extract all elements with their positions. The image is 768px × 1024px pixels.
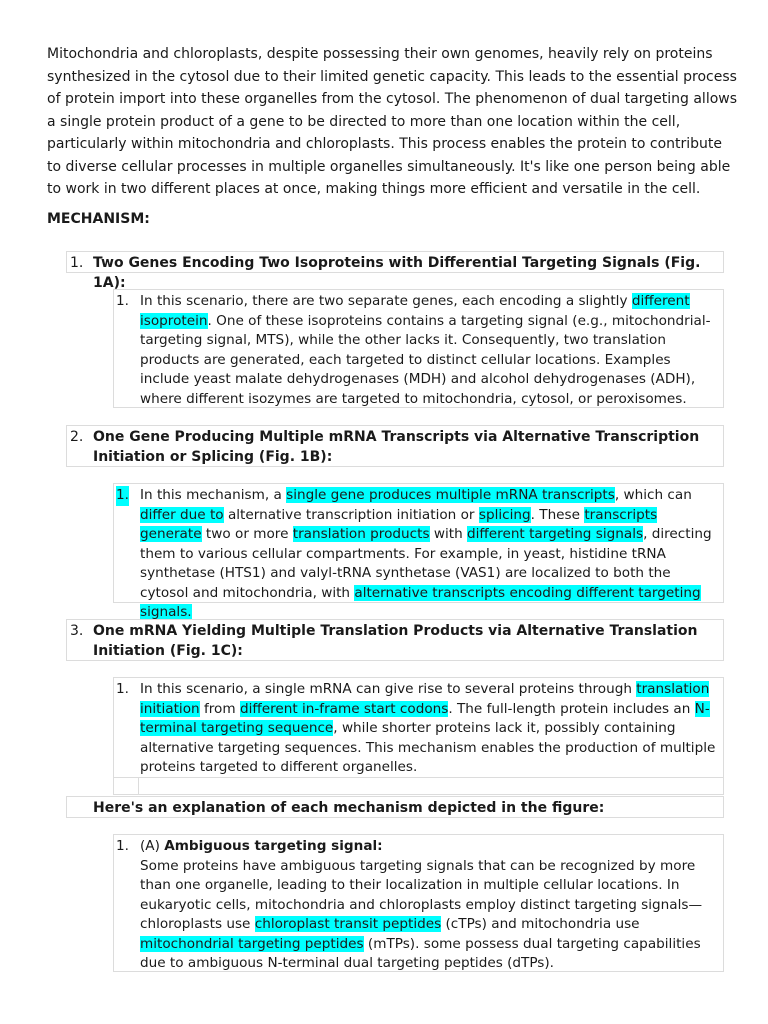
highlight: translation initiation xyxy=(140,681,710,717)
highlight: mitochondrial targeting peptides xyxy=(140,935,364,952)
text-run: (mTPs). some possess dual targeting capabilities due to ambiguous N-terminal dual targeting peptides (dTPs). xyxy=(140,935,701,971)
mechanism-2-detail xyxy=(113,483,724,620)
empty-table-row xyxy=(113,778,724,795)
highlight: translation products xyxy=(292,526,430,542)
text-run: (A) xyxy=(140,838,165,854)
list-number: 1. xyxy=(116,293,129,309)
highlight: chloroplast transit peptides xyxy=(254,916,442,932)
mechanism-2-title-row xyxy=(66,425,724,467)
mechanism-1-title-row xyxy=(66,251,724,291)
text-run: In this scenario, a single mRNA can give rise to several proteins through xyxy=(140,681,637,697)
highlight: different targeting signals xyxy=(467,526,644,542)
mechanism-3-title-row xyxy=(66,619,724,661)
mechanism-heading: MECHANISM: xyxy=(47,211,150,227)
highlight: transcripts generate xyxy=(140,506,658,542)
highlight: single gene produces multiple mRNA transcripts xyxy=(286,487,615,503)
highlight: N-terminal targeting sequence xyxy=(140,700,710,736)
list-number: 3. xyxy=(70,623,84,639)
list-number: 1. xyxy=(116,486,129,506)
text-run: two or more xyxy=(201,526,293,542)
text-run: , which can xyxy=(614,487,692,503)
list-number: 2. xyxy=(70,429,84,445)
mechanism-1-detail xyxy=(113,289,724,408)
mechanism-3-detail xyxy=(113,677,724,778)
text-run: . The full-length protein includes an xyxy=(448,700,695,717)
list-number: 1. xyxy=(116,681,129,697)
explanation-heading: Here's an explanation of each mechanism depicted in the figure: xyxy=(66,796,724,818)
text-run: with xyxy=(429,526,468,542)
intro-paragraph: Mitochondria and chloroplasts, despite possessing their own genomes, heavily rely on proteins synthesized in the cytosol due to their limited genetic capacity. This leads to the essential process of protein import into these organelles from the cytosol. The phenomenon of dual targeting allows a single protein product of a gene to be directed to more than one location within the cell, particularly within mitochondria and chloroplasts. This process enables the protein to contribute to diverse cellular processes in multiple organelles simultaneously. It's like one person being able to work in two different places at once, making things more efficient and versatile in the cell. xyxy=(47,46,738,197)
text-run: . One of these isoproteins contains a targeting signal (e.g., mitochondrial-targeting signal, MTS), while the other lacks it. Consequently, two translation products are generated, each targeted to distinct cellular locations. Examples include yeast malate dehydrogenases (MDH) and alcohol dehydrogenases (ADH), where different isozymes are targeted to mitochondria, cytosol, or peroxisomes. xyxy=(140,312,711,407)
text-run: alternative transcription initiation or xyxy=(223,506,479,523)
highlight: splicing xyxy=(478,506,531,523)
highlight: alternative transcripts encoding different targeting signals. xyxy=(140,584,701,620)
mechanism-1-title: Two Genes Encoding Two Isoproteins with Differential Targeting Signals (Fig. 1A): xyxy=(93,255,701,291)
mechanism-2-title: One Gene Producing Multiple mRNA Transcripts via Alternative Transcription Initiation or Splicing (Fig. 1B): xyxy=(93,429,700,465)
text-run: Some proteins have ambiguous targeting signals that can be recognized by more than one organelle, leading to their localization in multiple cellular locations. In eukaryotic cells, mitochondria and chloroplasts employ distinct targeting signals—chloroplasts use xyxy=(140,857,703,932)
text-run: , while shorter proteins lack it, possibly containing alternative targeting sequences. This mechanism enables the production of multiple proteins targeted to different organelles. xyxy=(140,720,716,775)
list-number: 1. xyxy=(70,255,84,271)
text-run: from xyxy=(199,700,240,717)
highlight: different in-frame start codons xyxy=(239,700,449,717)
text-run: , directing them to various cellular compartments. For example, in yeast, histidine tRNA synthetase (HTS1) and valyl-tRNA synthetase (VAS1) are localized to both the cytosol and mitochondria, with xyxy=(140,526,712,601)
mechanism-3-title: One mRNA Yielding Multiple Translation Products via Alternative Translation Initiation (Fig. 1C): xyxy=(93,623,698,659)
text-run: . These xyxy=(530,506,585,523)
list-number: 1. xyxy=(116,838,129,854)
text-run: In this scenario, there are two separate genes, each encoding a slightly xyxy=(140,293,632,309)
highlight: different isoprotein xyxy=(140,293,690,329)
highlight: differ due to xyxy=(140,506,224,523)
explanation-a-detail xyxy=(113,834,724,972)
cell-divider xyxy=(138,778,139,794)
text-run: In this mechanism, a xyxy=(140,487,287,503)
text-run: (cTPs) and mitochondria use xyxy=(441,916,640,932)
explanation-a-title: Ambiguous targeting signal: xyxy=(164,838,383,854)
